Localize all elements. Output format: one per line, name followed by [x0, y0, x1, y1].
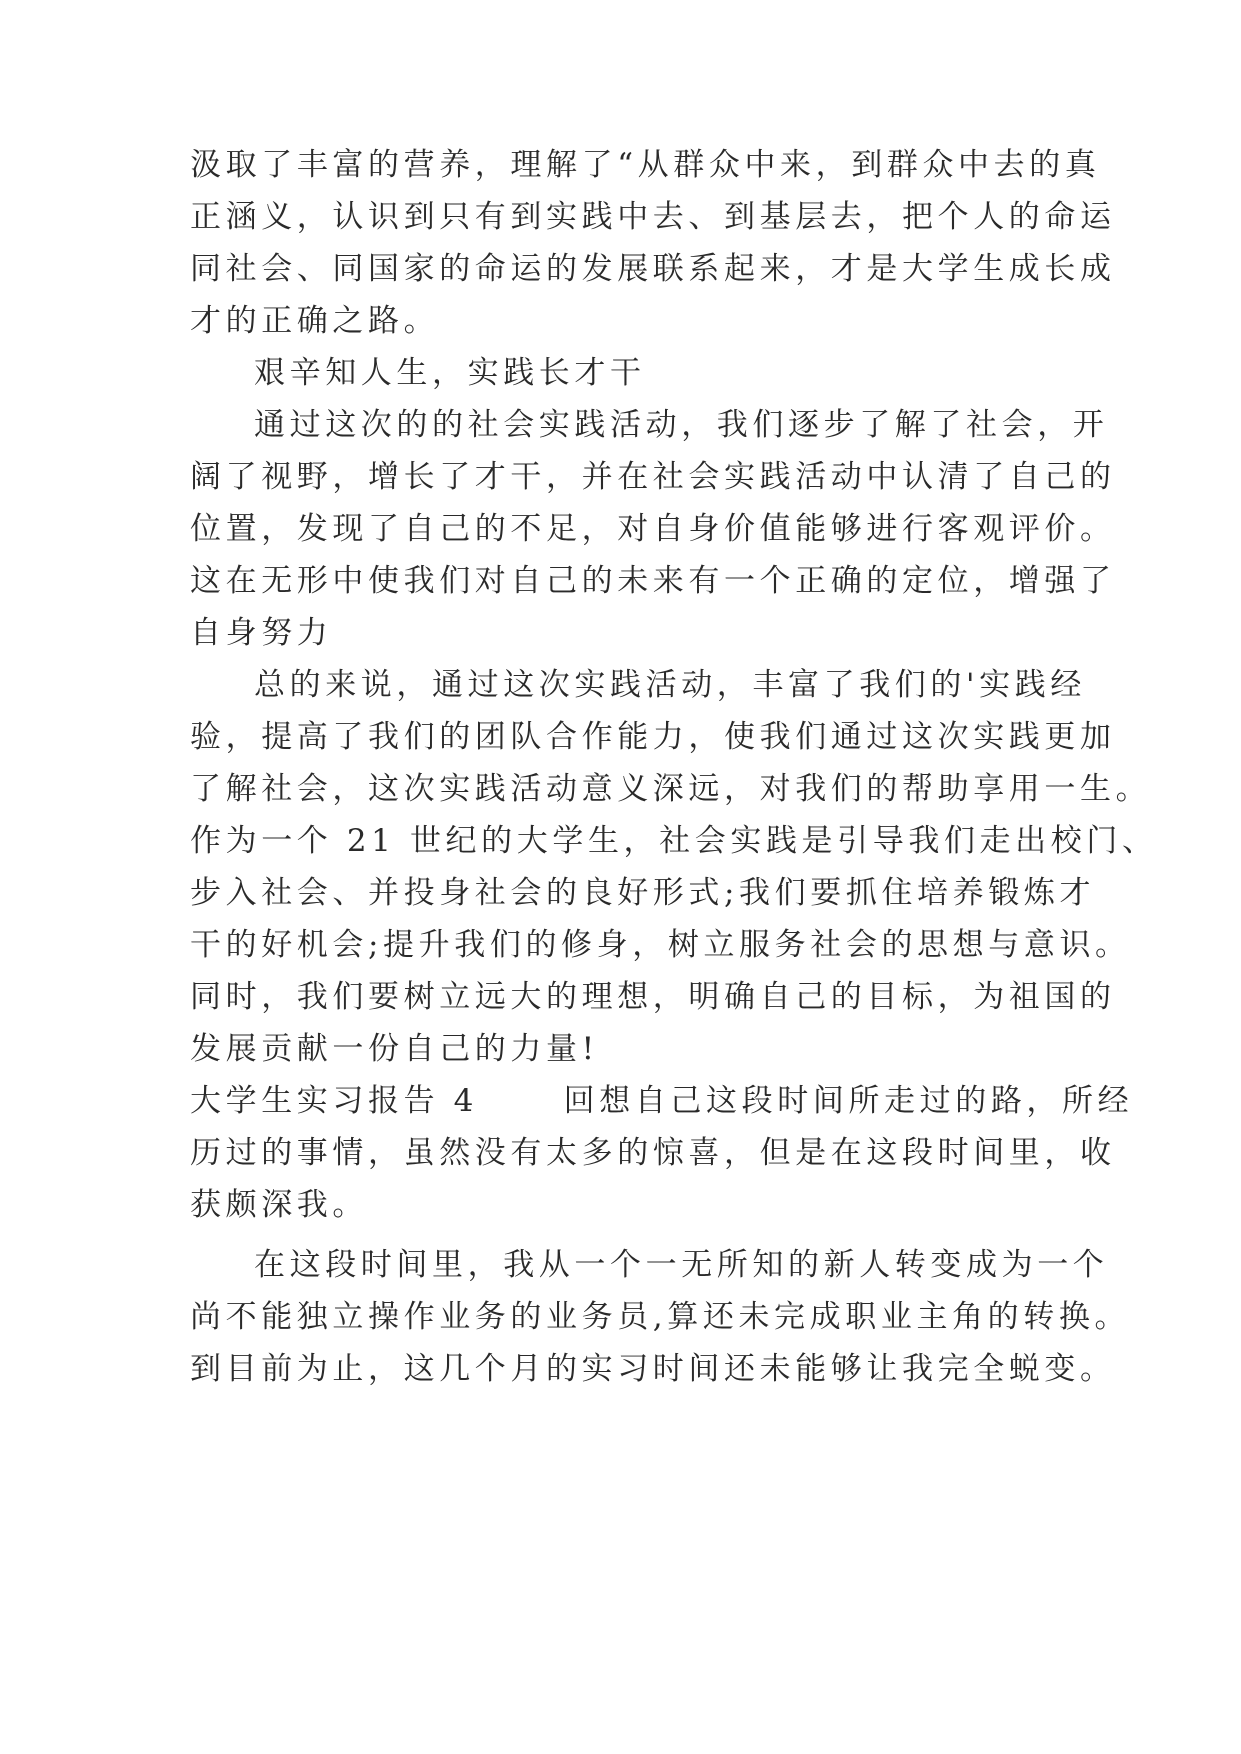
text-line: 同时，我们要树立远大的理想，明确自己的目标，为祖国的 — [190, 979, 1116, 1015]
section-heading: 艰辛知人生，实践长才干 — [254, 355, 646, 391]
text-line: 总的来说，通过这次实践活动，丰富了我们的'实践经 — [254, 667, 1086, 703]
text-line: 到目前为止，这几个月的实习时间还未能够让我完全蜕变。 — [190, 1351, 1116, 1387]
text-line: 这在无形中使我们对自己的未来有一个正确的定位，增强了 — [190, 563, 1116, 599]
text-line: 汲取了丰富的营养，理解了“从群众中来，到群众中去的真 — [190, 147, 1101, 183]
text-line: 干的好机会;提升我们的修身，树立服务社会的思想与意识。 — [190, 927, 1131, 963]
text-line: 自身努力 — [190, 615, 333, 651]
text-line: 作为一个 21 世纪的大学生，社会实践是引导我们走出校门、 — [190, 823, 1158, 859]
text-line: 获颇深我。 — [190, 1187, 368, 1223]
report-title-line: 大学生实习报告 4 回想自己这段时间所走过的路，所经 — [190, 1083, 1134, 1119]
text-line: 才的正确之路。 — [190, 303, 440, 339]
text-line: 了解社会，这次实践活动意义深远，对我们的帮助享用一生。 — [190, 771, 1152, 807]
text-line: 在这段时间里，我从一个一无所知的新人转变成为一个 — [254, 1247, 1109, 1283]
text-line: 验，提高了我们的团队合作能力，使我们通过这次实践更加 — [190, 719, 1116, 755]
text-line: 发展贡献一份自己的力量! — [190, 1031, 599, 1067]
text-line: 阔了视野，增长了才干，并在社会实践活动中认清了自己的 — [190, 459, 1116, 495]
text-line: 位置，发现了自己的不足，对自身价值能够进行客观评价。 — [190, 511, 1116, 547]
text-line: 步入社会、并投身社会的良好形式;我们要抓住培养锻炼才 — [190, 875, 1096, 911]
text-line: 尚不能独立操作业务的业务员,算还未完成职业主角的转换。 — [190, 1299, 1131, 1335]
text-line: 历过的事情，虽然没有太多的惊喜，但是在这段时间里，收 — [190, 1135, 1116, 1171]
text-line: 同社会、同国家的命运的发展联系起来，才是大学生成长成 — [190, 251, 1116, 287]
text-line: 通过这次的的社会实践活动，我们逐步了解了社会，开 — [254, 407, 1109, 443]
text-line: 正涵义，认识到只有到实践中去、到基层去，把个人的命运 — [190, 199, 1116, 235]
